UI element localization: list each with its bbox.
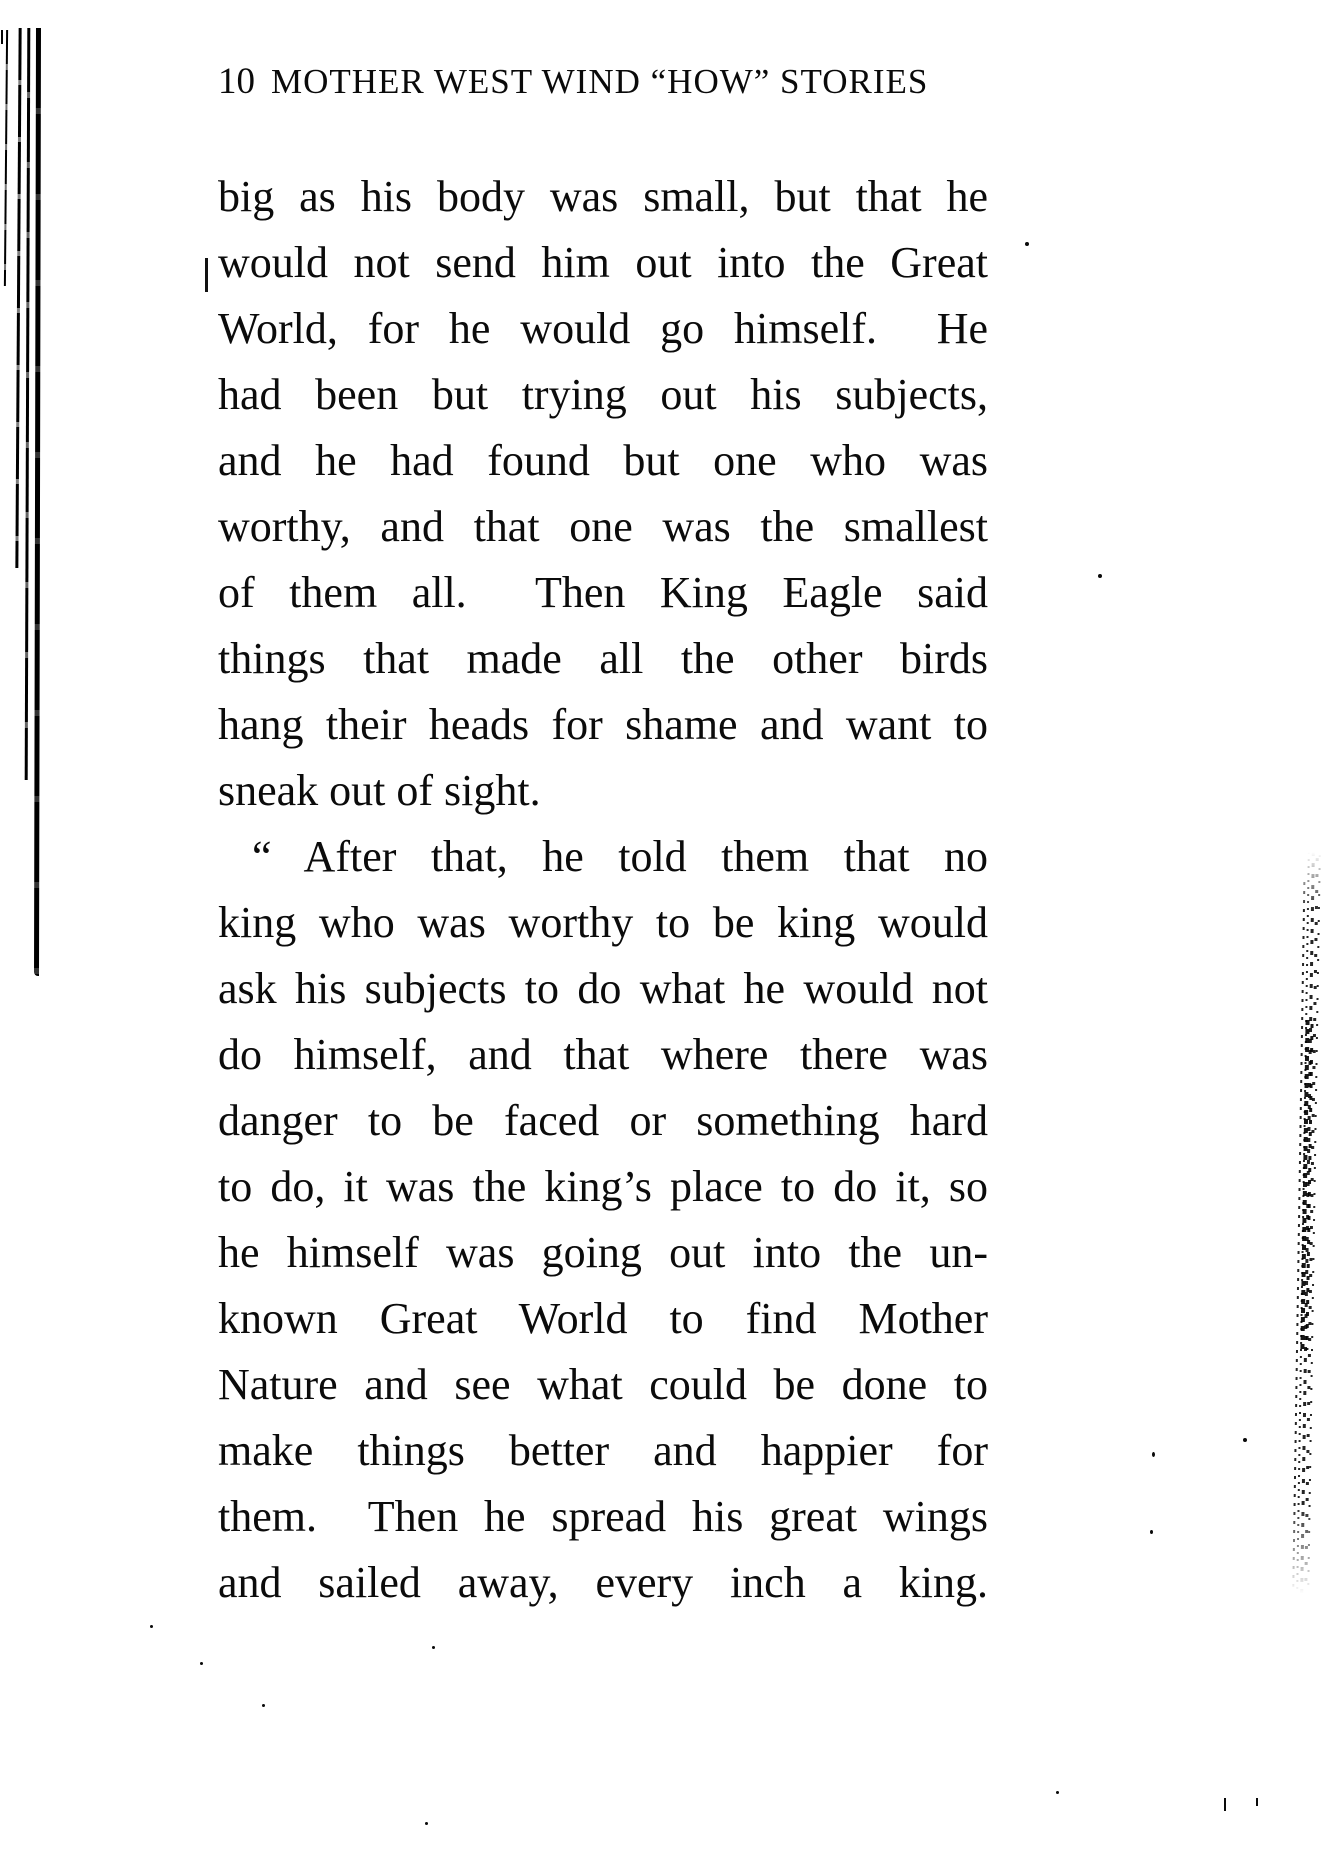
running-title: MOTHER WEST WIND “HOW” STORIES (271, 62, 929, 101)
body-text (218, 164, 988, 1616)
text-line: to do, it was the king’s place to do it, so (218, 1162, 988, 1211)
scan-artifact-speck (1224, 1798, 1226, 1811)
text-line: he himself was going out into the un- (218, 1228, 988, 1277)
scan-artifact-binding-line (15, 28, 21, 568)
scan-artifact-speck (150, 1625, 153, 1628)
text-line: of them all. Then King Eagle said (218, 568, 988, 617)
text-line: and he had found but one who was (218, 436, 988, 485)
scan-artifact-speck (425, 1822, 428, 1825)
text-line: worthy, and that one was the smallest (218, 502, 988, 551)
scan-artifact-binding-line (25, 28, 31, 780)
text-line: known Great World to find Mother (218, 1294, 988, 1343)
scan-artifact-speck (200, 1662, 203, 1665)
scan-artifact-mark (205, 258, 208, 292)
running-header (218, 62, 990, 102)
scan-artifact-speck (1256, 1798, 1258, 1806)
page-number: 10 (218, 61, 255, 102)
text-line: “ After that, he told them that no (252, 832, 988, 881)
scan-artifact-speck (262, 1704, 265, 1707)
text-line: things that made all the other birds (218, 634, 988, 683)
scan-artifact-speck (1152, 1452, 1155, 1457)
scan-artifact-speck (432, 1646, 435, 1649)
scan-artifact-speck (1025, 242, 1029, 246)
text-line: would not send him out into the Great (218, 238, 988, 287)
text-line: ask his subjects to do what he would not (218, 964, 988, 1013)
text-line: sneak out of sight. (218, 766, 541, 815)
scan-artifact-binding-line (34, 28, 41, 976)
text-line: make things better and happier for (218, 1426, 988, 1475)
text-line: them. Then he spread his great wings (218, 1492, 988, 1541)
scan-artifact-speck (1098, 574, 1102, 578)
text-line: do himself, and that where there was (218, 1030, 988, 1079)
text-line: World, for he would go himself. He (218, 304, 988, 353)
scan-artifact-binding-line (4, 30, 8, 286)
text-line: Nature and see what could be done to (218, 1360, 988, 1409)
scan-artifact-speck (1243, 1438, 1247, 1442)
text-line: hang their heads for shame and want to (218, 700, 988, 749)
text-line: had been but trying out his subjects, (218, 370, 988, 419)
scan-artifact-speck (1056, 1791, 1059, 1794)
text-line: and sailed away, every inch a king. (218, 1558, 988, 1607)
text-line: king who was worthy to be king would (218, 898, 988, 947)
text-line: big as his body was small, but that he (218, 172, 988, 221)
text-line: danger to be faced or something hard (218, 1096, 988, 1145)
scan-artifact-speck (1150, 1530, 1153, 1534)
scan-artifact-binding-line (1, 30, 3, 44)
